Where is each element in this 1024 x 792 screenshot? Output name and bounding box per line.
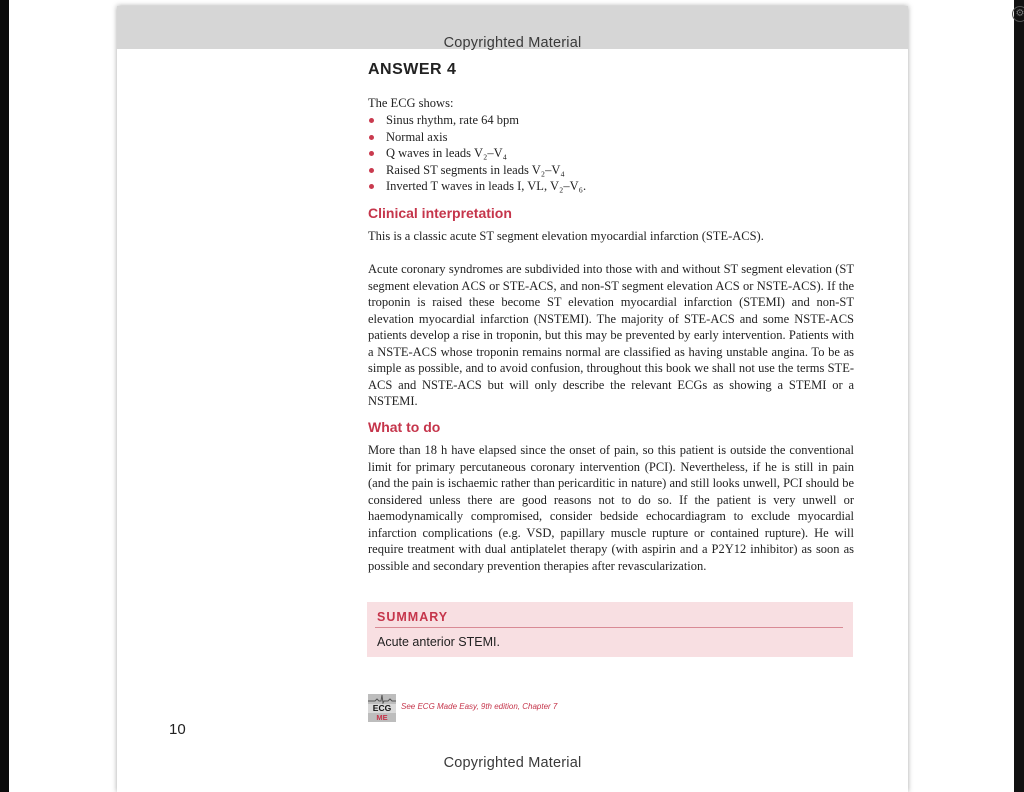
summary-divider	[375, 627, 843, 628]
summary-title: SUMMARY	[377, 610, 449, 624]
copyright-footer: Copyrighted Material	[443, 755, 582, 771]
book-crossreference: See ECG Made Easy, 9th edition, Chapter 7	[401, 702, 558, 711]
clinical-interpretation-heading: Clinical interpretation	[368, 205, 512, 221]
bullet-icon	[369, 135, 374, 140]
finding-item: Raised ST segments in leads V₂–V₄	[368, 162, 586, 179]
bullet-icon	[369, 184, 374, 189]
ecg-intro-text: The ECG shows:	[368, 96, 454, 110]
answer-title: ANSWER 4	[368, 61, 457, 78]
document-page	[117, 6, 908, 792]
bullet-icon	[369, 151, 374, 156]
bullet-icon	[369, 168, 374, 173]
finding-item: Sinus rhythm, rate 64 bpm	[368, 112, 586, 129]
ecg-findings-list	[368, 112, 586, 195]
bullet-icon	[369, 118, 374, 123]
clinical-summary-paragraph: This is a classic acute ST segment elevation myocardial infarction (STE-ACS).	[368, 229, 764, 243]
viewer-left-edge	[0, 0, 9, 792]
page-number: 10	[169, 721, 186, 738]
what-to-do-heading: What to do	[368, 419, 441, 435]
acs-explanation-paragraph: Acute coronary syndromes are subdivided into those with and without ST segment elevation (ST segment elevation ACS or STE-ACS, and non-ST segment elevation ACS or NSTE-ACS). If the troponin is raised these become ST elevation myocardial infarction (STEMI) and non-ST elevation myocardial infarction (NSTEMI). The majority of STE-ACS and some NSTE-ACS patients develop a rise in troponin, but this may be prevented by early intervention. Patients with a NSTE-ACS whose troponin remains normal are classified as having unstable angina. To be as simple as possible, and to avoid confusion, throughout this book we shall not use the terms STE-ACS and NSTE-ACS but will only describe the relevant ECGs as showing a STEMI or a NSTEMI.	[368, 262, 854, 408]
management-paragraph: More than 18 h have elapsed since the onset of pain, so this patient is outside the conventional limit for primary percutaneous coronary intervention (PCI). Nevertheless, if he is still in pain (and the pain is ischaemic rather than pericarditic in nature) and still looks unwell, PCI should be considered unless there are good reasons not to do so. If the patient is very unwell or haemodynamically compromised, consider bedside echocardiagram to exclude myocardial infarction complications (e.g. VSD, papillary muscle rupture or contained rupture). He will require treatment with dual antiplatelet therapy (with aspirin and a P2Y12 inhibitor) as soon as possible and secondary prevention therapies after revascularization.	[368, 443, 854, 573]
summary-text: Acute anterior STEMI.	[377, 635, 500, 649]
finding-item: Q waves in leads V₂–V₄	[368, 145, 586, 162]
summary-box	[367, 602, 853, 657]
finding-item: Inverted T waves in leads I, VL, V₂–V₆.	[368, 178, 586, 195]
ecg-made-easy-logo: ECG ME	[368, 694, 396, 722]
finding-item: Normal axis	[368, 129, 586, 146]
settings-icon[interactable]: ⚙	[1012, 6, 1024, 22]
copyright-header: Copyrighted Material	[443, 35, 582, 51]
viewer-right-edge	[1014, 0, 1024, 792]
